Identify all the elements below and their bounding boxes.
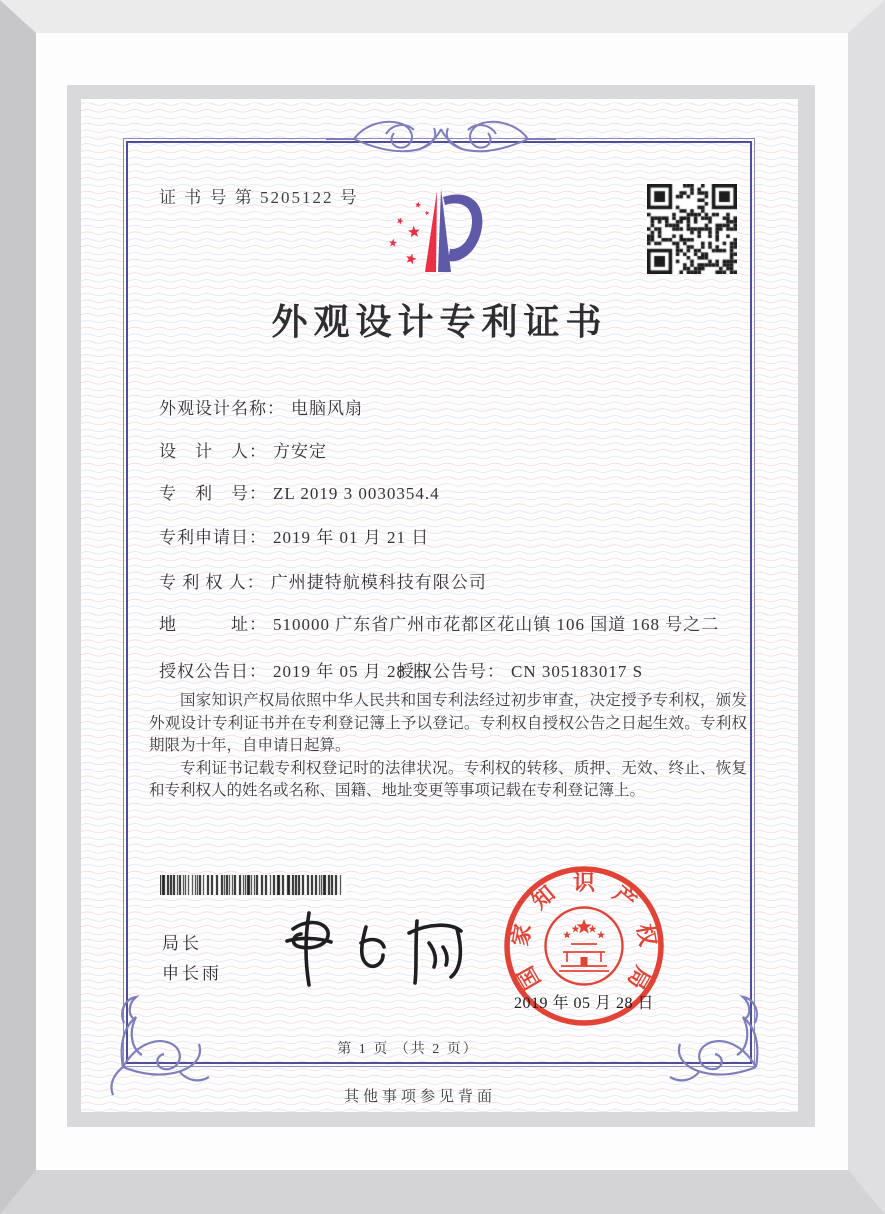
grant-date-label: 授权公告日： xyxy=(159,662,267,681)
field-value: 电脑风扇 xyxy=(291,399,363,418)
certificate-title: 外观设计专利证书 xyxy=(271,302,608,342)
field-label: 专 利 号： xyxy=(159,484,267,503)
bottom-left-flourish-ornament xyxy=(83,971,233,1101)
field-label: 专利申请日： xyxy=(159,528,267,547)
national-emblem-icon xyxy=(546,908,623,985)
svg-text:局: 局 xyxy=(622,961,656,994)
field-grant-row xyxy=(159,657,644,682)
barcode-icon xyxy=(160,875,346,895)
svg-text:国: 国 xyxy=(512,961,546,994)
field-value: 广州捷特航模科技有限公司 xyxy=(270,573,487,592)
field-patent-number xyxy=(159,479,440,504)
certificate-page xyxy=(81,99,798,1112)
field-designer xyxy=(159,437,327,462)
signature-handwriting-icon xyxy=(271,899,481,994)
cnipa-logo-icon xyxy=(375,175,505,290)
signer-name: 申长雨 xyxy=(162,964,222,983)
svg-text:识: 识 xyxy=(572,870,596,895)
field-design-name xyxy=(159,394,363,419)
field-label: 设 计 人： xyxy=(159,442,267,461)
field-patentee xyxy=(159,568,487,593)
field-value: 2019 年 01 月 21 日 xyxy=(273,528,430,547)
grant-number-value: CN 305183017 S xyxy=(511,662,644,681)
svg-text:家: 家 xyxy=(507,921,536,948)
legal-paragraph-1: 国家知识产权局依照中华人民共和国专利法经过初步审查，决定授予专利权，颁发外观设计专利证书并在专利登记簿上予以登记。专利权自授权公告之日起生效。专利权期限为十年，自申请日起算。 xyxy=(149,692,747,754)
seal-date: 2019 年 05 月 28 日 xyxy=(513,995,654,1012)
grant-date-value: 2019 年 05 月 28 日 xyxy=(273,662,430,681)
field-value: 方安定 xyxy=(273,442,327,461)
field-application-date xyxy=(159,523,429,548)
page-number: 第 1 页 （共 2 页） xyxy=(337,1042,479,1057)
top-flourish-ornament xyxy=(326,112,556,166)
grant-number-label: 授权公告号： xyxy=(397,662,505,681)
field-value: 510000 广东省广州市花都区花山镇 106 国道 168 号之二 xyxy=(273,615,720,634)
signer-title: 局长 xyxy=(162,934,202,953)
field-label: 外观设计名称： xyxy=(159,399,285,418)
legal-paragraph-2: 专利证书记载专利权登记时的法律状况。专利权的转移、质押、无效、终止、恢复和专利权人的姓名或名称、国籍、地址变更等事项记载在专利登记簿上。 xyxy=(149,759,747,799)
grant-number-group xyxy=(397,657,643,682)
legal-text xyxy=(149,690,747,803)
field-label: 地 址： xyxy=(159,615,267,634)
back-note: 其他事项参见背面 xyxy=(343,1089,497,1105)
field-label: 专 利 权 人： xyxy=(159,573,265,592)
svg-text:知: 知 xyxy=(526,880,560,915)
svg-text:产: 产 xyxy=(608,880,642,915)
qr-code-icon xyxy=(647,184,737,274)
field-address xyxy=(159,610,719,635)
certificate-number: 证 书 号 第 5205122 号 xyxy=(159,188,359,207)
field-value: ZL 2019 3 0030354.4 xyxy=(273,484,440,503)
svg-text:权: 权 xyxy=(632,921,661,948)
